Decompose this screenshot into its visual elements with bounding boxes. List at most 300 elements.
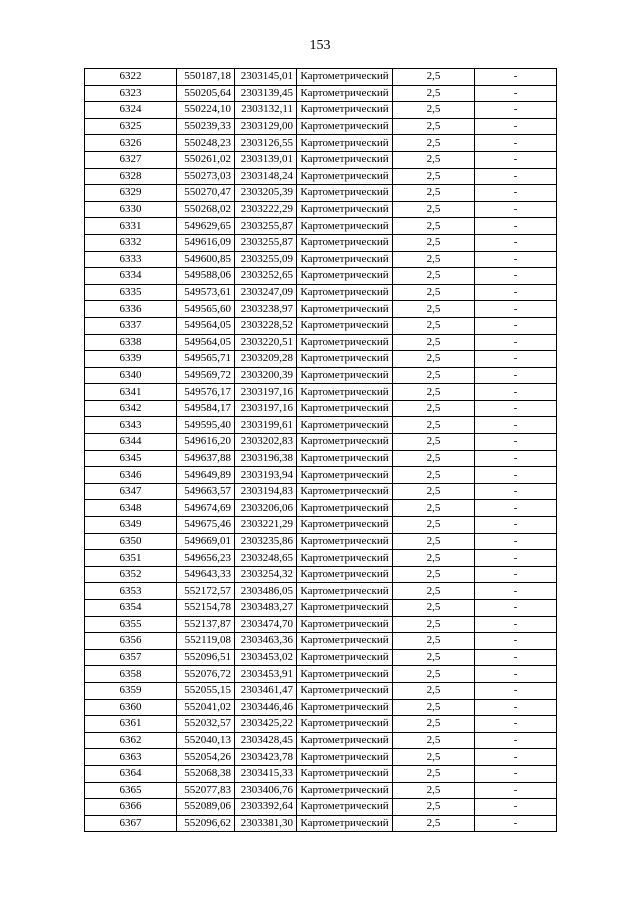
y-coordinate-cell: 2303247,09 xyxy=(235,284,297,301)
accuracy-cell: 2,5 xyxy=(393,367,475,384)
description-cell: - xyxy=(475,799,557,816)
y-coordinate-cell: 2303126,55 xyxy=(235,135,297,152)
x-coordinate-cell: 552096,62 xyxy=(177,815,235,832)
method-cell: Картометрический xyxy=(297,467,393,484)
accuracy-cell: 2,5 xyxy=(393,334,475,351)
description-cell: - xyxy=(475,633,557,650)
point-number-cell: 6325 xyxy=(85,118,177,135)
description-cell: - xyxy=(475,151,557,168)
y-coordinate-cell: 2303194,83 xyxy=(235,483,297,500)
y-coordinate-cell: 2303200,39 xyxy=(235,367,297,384)
accuracy-cell: 2,5 xyxy=(393,450,475,467)
description-cell: - xyxy=(475,533,557,550)
x-coordinate-cell: 550248,23 xyxy=(177,135,235,152)
table-row xyxy=(85,135,557,152)
x-coordinate-cell: 552054,26 xyxy=(177,749,235,766)
method-cell: Картометрический xyxy=(297,517,393,534)
accuracy-cell: 2,5 xyxy=(393,185,475,202)
method-cell: Картометрический xyxy=(297,367,393,384)
point-number-cell: 6366 xyxy=(85,799,177,816)
y-coordinate-cell: 2303148,24 xyxy=(235,168,297,185)
point-number-cell: 6352 xyxy=(85,566,177,583)
accuracy-cell: 2,5 xyxy=(393,732,475,749)
description-cell: - xyxy=(475,467,557,484)
page-number: 153 xyxy=(309,38,331,53)
description-cell: - xyxy=(475,135,557,152)
method-cell: Картометрический xyxy=(297,168,393,185)
point-number-cell: 6359 xyxy=(85,682,177,699)
table-row xyxy=(85,367,557,384)
x-coordinate-cell: 552076,72 xyxy=(177,666,235,683)
table-row xyxy=(85,417,557,434)
description-cell: - xyxy=(475,765,557,782)
accuracy-cell: 2,5 xyxy=(393,467,475,484)
x-coordinate-cell: 550205,64 xyxy=(177,85,235,102)
point-number-cell: 6355 xyxy=(85,616,177,633)
y-coordinate-cell: 2303428,45 xyxy=(235,732,297,749)
description-cell: - xyxy=(475,600,557,617)
point-number-cell: 6342 xyxy=(85,400,177,417)
point-number-cell: 6338 xyxy=(85,334,177,351)
table-row xyxy=(85,467,557,484)
description-cell: - xyxy=(475,85,557,102)
point-number-cell: 6356 xyxy=(85,633,177,650)
y-coordinate-cell: 2303132,11 xyxy=(235,102,297,119)
y-coordinate-cell: 2303453,02 xyxy=(235,649,297,666)
x-coordinate-cell: 552040,13 xyxy=(177,732,235,749)
x-coordinate-cell: 552172,57 xyxy=(177,583,235,600)
x-coordinate-cell: 549674,69 xyxy=(177,500,235,517)
point-number-cell: 6329 xyxy=(85,185,177,202)
accuracy-cell: 2,5 xyxy=(393,500,475,517)
point-number-cell: 6331 xyxy=(85,218,177,235)
y-coordinate-cell: 2303196,38 xyxy=(235,450,297,467)
point-number-cell: 6346 xyxy=(85,467,177,484)
accuracy-cell: 2,5 xyxy=(393,218,475,235)
y-coordinate-cell: 2303252,65 xyxy=(235,268,297,285)
y-coordinate-cell: 2303392,64 xyxy=(235,799,297,816)
accuracy-cell: 2,5 xyxy=(393,85,475,102)
table-row xyxy=(85,633,557,650)
description-cell: - xyxy=(475,782,557,799)
point-number-cell: 6339 xyxy=(85,351,177,368)
table-row xyxy=(85,749,557,766)
table-row xyxy=(85,201,557,218)
table-row xyxy=(85,218,557,235)
table-row xyxy=(85,450,557,467)
accuracy-cell: 2,5 xyxy=(393,616,475,633)
method-cell: Картометрический xyxy=(297,434,393,451)
y-coordinate-cell: 2303381,30 xyxy=(235,815,297,832)
method-cell: Картометрический xyxy=(297,633,393,650)
point-number-cell: 6332 xyxy=(85,234,177,251)
y-coordinate-cell: 2303238,97 xyxy=(235,301,297,318)
x-coordinate-cell: 549643,33 xyxy=(177,566,235,583)
x-coordinate-cell: 549675,46 xyxy=(177,517,235,534)
table-row xyxy=(85,815,557,832)
y-coordinate-cell: 2303206,06 xyxy=(235,500,297,517)
table-row xyxy=(85,649,557,666)
table-row xyxy=(85,566,557,583)
x-coordinate-cell: 549616,09 xyxy=(177,234,235,251)
x-coordinate-cell: 549600,85 xyxy=(177,251,235,268)
y-coordinate-cell: 2303453,91 xyxy=(235,666,297,683)
method-cell: Картометрический xyxy=(297,234,393,251)
accuracy-cell: 2,5 xyxy=(393,517,475,534)
x-coordinate-cell: 552041,02 xyxy=(177,699,235,716)
accuracy-cell: 2,5 xyxy=(393,765,475,782)
y-coordinate-cell: 2303474,70 xyxy=(235,616,297,633)
description-cell: - xyxy=(475,384,557,401)
point-number-cell: 6357 xyxy=(85,649,177,666)
x-coordinate-cell: 549584,17 xyxy=(177,400,235,417)
description-cell: - xyxy=(475,666,557,683)
point-number-cell: 6361 xyxy=(85,716,177,733)
description-cell: - xyxy=(475,716,557,733)
description-cell: - xyxy=(475,69,557,86)
point-number-cell: 6351 xyxy=(85,550,177,567)
y-coordinate-cell: 2303425,22 xyxy=(235,716,297,733)
y-coordinate-cell: 2303197,16 xyxy=(235,384,297,401)
accuracy-cell: 2,5 xyxy=(393,317,475,334)
description-cell: - xyxy=(475,483,557,500)
y-coordinate-cell: 2303486,05 xyxy=(235,583,297,600)
y-coordinate-cell: 2303199,61 xyxy=(235,417,297,434)
point-number-cell: 6330 xyxy=(85,201,177,218)
description-cell: - xyxy=(475,649,557,666)
accuracy-cell: 2,5 xyxy=(393,118,475,135)
method-cell: Картометрический xyxy=(297,815,393,832)
y-coordinate-cell: 2303255,87 xyxy=(235,234,297,251)
description-cell: - xyxy=(475,102,557,119)
accuracy-cell: 2,5 xyxy=(393,483,475,500)
description-cell: - xyxy=(475,234,557,251)
point-number-cell: 6335 xyxy=(85,284,177,301)
accuracy-cell: 2,5 xyxy=(393,550,475,567)
x-coordinate-cell: 549616,20 xyxy=(177,434,235,451)
point-number-cell: 6333 xyxy=(85,251,177,268)
x-coordinate-cell: 550270,47 xyxy=(177,185,235,202)
point-number-cell: 6347 xyxy=(85,483,177,500)
description-cell: - xyxy=(475,500,557,517)
point-number-cell: 6358 xyxy=(85,666,177,683)
table-row xyxy=(85,716,557,733)
x-coordinate-cell: 549564,05 xyxy=(177,317,235,334)
description-cell: - xyxy=(475,450,557,467)
point-number-cell: 6340 xyxy=(85,367,177,384)
method-cell: Картометрический xyxy=(297,550,393,567)
table-row xyxy=(85,666,557,683)
point-number-cell: 6341 xyxy=(85,384,177,401)
x-coordinate-cell: 549669,01 xyxy=(177,533,235,550)
x-coordinate-cell: 552154,78 xyxy=(177,600,235,617)
accuracy-cell: 2,5 xyxy=(393,649,475,666)
x-coordinate-cell: 552055,15 xyxy=(177,682,235,699)
description-cell: - xyxy=(475,118,557,135)
table-row xyxy=(85,517,557,534)
x-coordinate-cell: 549576,17 xyxy=(177,384,235,401)
method-cell: Картометрический xyxy=(297,666,393,683)
y-coordinate-cell: 2303446,46 xyxy=(235,699,297,716)
accuracy-cell: 2,5 xyxy=(393,782,475,799)
y-coordinate-cell: 2303202,83 xyxy=(235,434,297,451)
accuracy-cell: 2,5 xyxy=(393,251,475,268)
x-coordinate-cell: 549588,06 xyxy=(177,268,235,285)
x-coordinate-cell: 550273,03 xyxy=(177,168,235,185)
method-cell: Картометрический xyxy=(297,185,393,202)
x-coordinate-cell: 552089,06 xyxy=(177,799,235,816)
table-row xyxy=(85,765,557,782)
point-number-cell: 6334 xyxy=(85,268,177,285)
method-cell: Картометрический xyxy=(297,716,393,733)
y-coordinate-cell: 2303461,47 xyxy=(235,682,297,699)
table-row xyxy=(85,434,557,451)
table-row xyxy=(85,168,557,185)
x-coordinate-cell: 552096,51 xyxy=(177,649,235,666)
point-number-cell: 6324 xyxy=(85,102,177,119)
y-coordinate-cell: 2303221,29 xyxy=(235,517,297,534)
accuracy-cell: 2,5 xyxy=(393,434,475,451)
table-row xyxy=(85,600,557,617)
method-cell: Картометрический xyxy=(297,384,393,401)
y-coordinate-cell: 2303255,87 xyxy=(235,218,297,235)
y-coordinate-cell: 2303220,51 xyxy=(235,334,297,351)
method-cell: Картометрический xyxy=(297,749,393,766)
table-row xyxy=(85,69,557,86)
point-number-cell: 6349 xyxy=(85,517,177,534)
table-row xyxy=(85,251,557,268)
accuracy-cell: 2,5 xyxy=(393,566,475,583)
table-row xyxy=(85,682,557,699)
point-number-cell: 6354 xyxy=(85,600,177,617)
table-row xyxy=(85,284,557,301)
x-coordinate-cell: 549595,40 xyxy=(177,417,235,434)
y-coordinate-cell: 2303463,36 xyxy=(235,633,297,650)
method-cell: Картометрический xyxy=(297,151,393,168)
point-number-cell: 6326 xyxy=(85,135,177,152)
method-cell: Картометрический xyxy=(297,616,393,633)
table-body xyxy=(85,69,557,832)
table-row xyxy=(85,334,557,351)
point-number-cell: 6353 xyxy=(85,583,177,600)
accuracy-cell: 2,5 xyxy=(393,533,475,550)
table-row xyxy=(85,85,557,102)
description-cell: - xyxy=(475,168,557,185)
x-coordinate-cell: 549637,88 xyxy=(177,450,235,467)
x-coordinate-cell: 550268,02 xyxy=(177,201,235,218)
table-row xyxy=(85,301,557,318)
accuracy-cell: 2,5 xyxy=(393,201,475,218)
accuracy-cell: 2,5 xyxy=(393,583,475,600)
method-cell: Картометрический xyxy=(297,649,393,666)
point-number-cell: 6362 xyxy=(85,732,177,749)
description-cell: - xyxy=(475,201,557,218)
method-cell: Картометрический xyxy=(297,351,393,368)
point-number-cell: 6363 xyxy=(85,749,177,766)
accuracy-cell: 2,5 xyxy=(393,234,475,251)
point-number-cell: 6350 xyxy=(85,533,177,550)
description-cell: - xyxy=(475,517,557,534)
y-coordinate-cell: 2303255,09 xyxy=(235,251,297,268)
y-coordinate-cell: 2303222,29 xyxy=(235,201,297,218)
x-coordinate-cell: 549565,60 xyxy=(177,301,235,318)
method-cell: Картометрический xyxy=(297,782,393,799)
accuracy-cell: 2,5 xyxy=(393,268,475,285)
table-row xyxy=(85,732,557,749)
table-row xyxy=(85,583,557,600)
y-coordinate-cell: 2303483,27 xyxy=(235,600,297,617)
accuracy-cell: 2,5 xyxy=(393,600,475,617)
accuracy-cell: 2,5 xyxy=(393,666,475,683)
description-cell: - xyxy=(475,284,557,301)
description-cell: - xyxy=(475,749,557,766)
method-cell: Картометрический xyxy=(297,500,393,517)
y-coordinate-cell: 2303248,65 xyxy=(235,550,297,567)
accuracy-cell: 2,5 xyxy=(393,682,475,699)
table-row xyxy=(85,317,557,334)
point-number-cell: 6344 xyxy=(85,434,177,451)
description-cell: - xyxy=(475,566,557,583)
method-cell: Картометрический xyxy=(297,600,393,617)
method-cell: Картометрический xyxy=(297,201,393,218)
method-cell: Картометрический xyxy=(297,268,393,285)
y-coordinate-cell: 2303423,78 xyxy=(235,749,297,766)
method-cell: Картометрический xyxy=(297,317,393,334)
accuracy-cell: 2,5 xyxy=(393,417,475,434)
y-coordinate-cell: 2303209,28 xyxy=(235,351,297,368)
description-cell: - xyxy=(475,251,557,268)
x-coordinate-cell: 549564,05 xyxy=(177,334,235,351)
x-coordinate-cell: 549663,57 xyxy=(177,483,235,500)
method-cell: Картометрический xyxy=(297,417,393,434)
y-coordinate-cell: 2303129,00 xyxy=(235,118,297,135)
table-row xyxy=(85,500,557,517)
method-cell: Картометрический xyxy=(297,799,393,816)
point-number-cell: 6337 xyxy=(85,317,177,334)
method-cell: Картометрический xyxy=(297,765,393,782)
accuracy-cell: 2,5 xyxy=(393,168,475,185)
description-cell: - xyxy=(475,732,557,749)
method-cell: Картометрический xyxy=(297,566,393,583)
accuracy-cell: 2,5 xyxy=(393,301,475,318)
table-row xyxy=(85,384,557,401)
accuracy-cell: 2,5 xyxy=(393,815,475,832)
description-cell: - xyxy=(475,218,557,235)
description-cell: - xyxy=(475,682,557,699)
x-coordinate-cell: 552137,87 xyxy=(177,616,235,633)
x-coordinate-cell: 550187,18 xyxy=(177,69,235,86)
x-coordinate-cell: 550239,33 xyxy=(177,118,235,135)
description-cell: - xyxy=(475,351,557,368)
description-cell: - xyxy=(475,417,557,434)
x-coordinate-cell: 549629,65 xyxy=(177,218,235,235)
x-coordinate-cell: 552068,38 xyxy=(177,765,235,782)
method-cell: Картометрический xyxy=(297,682,393,699)
description-cell: - xyxy=(475,367,557,384)
method-cell: Картометрический xyxy=(297,732,393,749)
accuracy-cell: 2,5 xyxy=(393,749,475,766)
accuracy-cell: 2,5 xyxy=(393,351,475,368)
table-row xyxy=(85,268,557,285)
y-coordinate-cell: 2303406,76 xyxy=(235,782,297,799)
y-coordinate-cell: 2303139,45 xyxy=(235,85,297,102)
table-row xyxy=(85,151,557,168)
table-row xyxy=(85,550,557,567)
description-cell: - xyxy=(475,317,557,334)
point-number-cell: 6328 xyxy=(85,168,177,185)
y-coordinate-cell: 2303193,94 xyxy=(235,467,297,484)
accuracy-cell: 2,5 xyxy=(393,699,475,716)
y-coordinate-cell: 2303415,33 xyxy=(235,765,297,782)
y-coordinate-cell: 2303254,32 xyxy=(235,566,297,583)
method-cell: Картометрический xyxy=(297,699,393,716)
point-number-cell: 6336 xyxy=(85,301,177,318)
accuracy-cell: 2,5 xyxy=(393,633,475,650)
x-coordinate-cell: 550261,02 xyxy=(177,151,235,168)
point-number-cell: 6345 xyxy=(85,450,177,467)
method-cell: Картометрический xyxy=(297,218,393,235)
table-row xyxy=(85,782,557,799)
description-cell: - xyxy=(475,268,557,285)
table-row xyxy=(85,118,557,135)
x-coordinate-cell: 549565,71 xyxy=(177,351,235,368)
description-cell: - xyxy=(475,301,557,318)
y-coordinate-cell: 2303235,86 xyxy=(235,533,297,550)
table-row xyxy=(85,799,557,816)
method-cell: Картометрический xyxy=(297,85,393,102)
point-number-cell: 6322 xyxy=(85,69,177,86)
table-row xyxy=(85,483,557,500)
table-row xyxy=(85,616,557,633)
y-coordinate-cell: 2303197,16 xyxy=(235,400,297,417)
method-cell: Картометрический xyxy=(297,450,393,467)
x-coordinate-cell: 550224,10 xyxy=(177,102,235,119)
accuracy-cell: 2,5 xyxy=(393,151,475,168)
description-cell: - xyxy=(475,699,557,716)
accuracy-cell: 2,5 xyxy=(393,400,475,417)
accuracy-cell: 2,5 xyxy=(393,102,475,119)
method-cell: Картометрический xyxy=(297,69,393,86)
description-cell: - xyxy=(475,550,557,567)
point-number-cell: 6360 xyxy=(85,699,177,716)
method-cell: Картометрический xyxy=(297,118,393,135)
description-cell: - xyxy=(475,334,557,351)
accuracy-cell: 2,5 xyxy=(393,284,475,301)
method-cell: Картометрический xyxy=(297,301,393,318)
point-number-cell: 6323 xyxy=(85,85,177,102)
method-cell: Картометрический xyxy=(297,483,393,500)
accuracy-cell: 2,5 xyxy=(393,69,475,86)
point-number-cell: 6348 xyxy=(85,500,177,517)
table-row xyxy=(85,400,557,417)
table-row xyxy=(85,699,557,716)
table-row xyxy=(85,351,557,368)
method-cell: Картометрический xyxy=(297,284,393,301)
x-coordinate-cell: 549569,72 xyxy=(177,367,235,384)
x-coordinate-cell: 552077,83 xyxy=(177,782,235,799)
method-cell: Картометрический xyxy=(297,334,393,351)
table-row xyxy=(85,185,557,202)
description-cell: - xyxy=(475,616,557,633)
point-number-cell: 6365 xyxy=(85,782,177,799)
x-coordinate-cell: 549573,61 xyxy=(177,284,235,301)
method-cell: Картометрический xyxy=(297,135,393,152)
accuracy-cell: 2,5 xyxy=(393,799,475,816)
method-cell: Картометрический xyxy=(297,102,393,119)
table-row xyxy=(85,102,557,119)
accuracy-cell: 2,5 xyxy=(393,384,475,401)
coordinates-table xyxy=(84,68,557,832)
